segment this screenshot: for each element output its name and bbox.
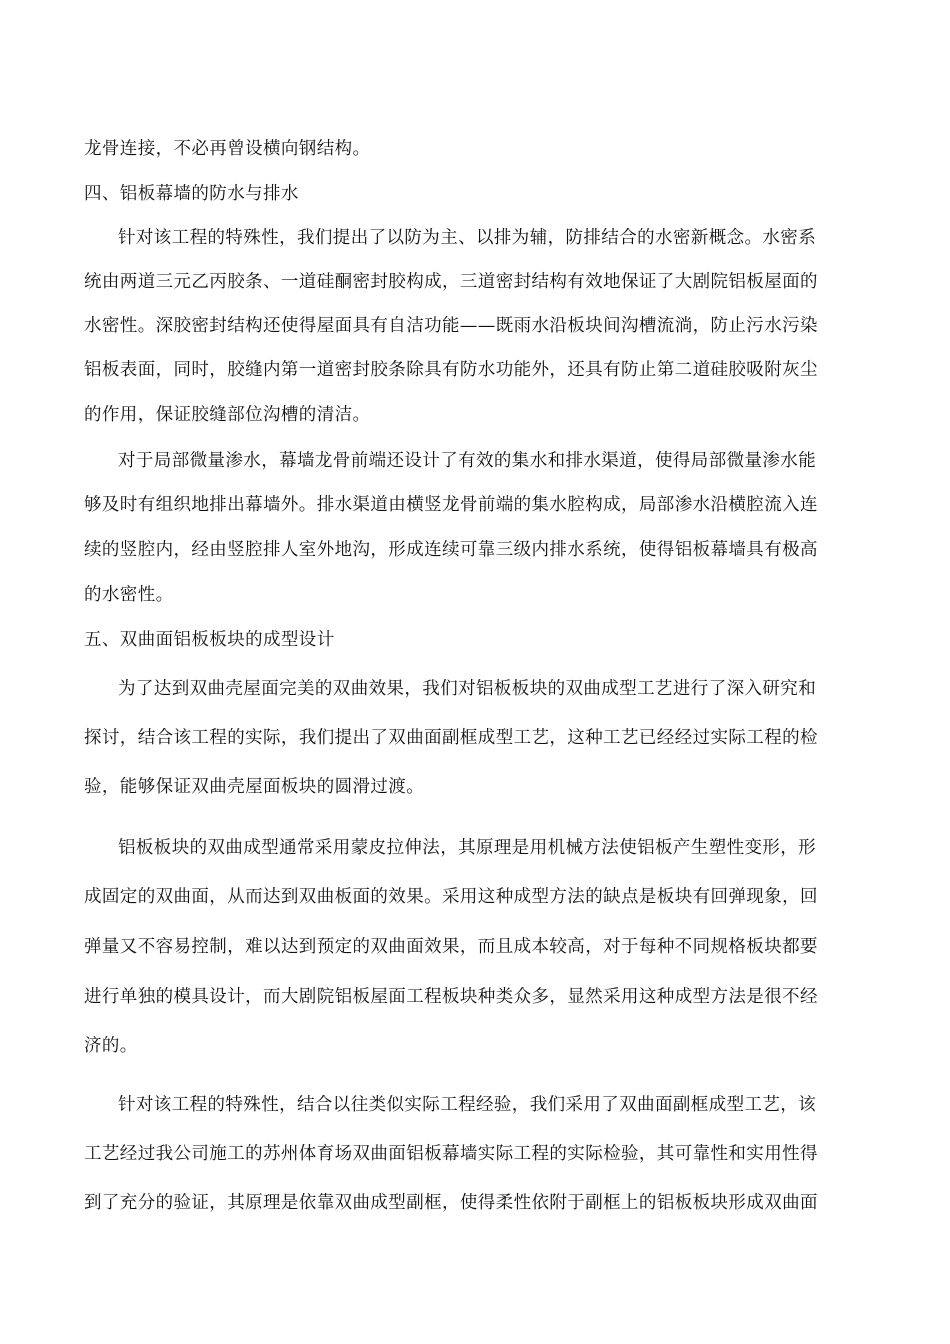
text-line: 龙骨连接，不必再曾设横向钢结构。 [84,139,371,159]
text-line: 的作用，保证胶缝部位沟槽的清洁。 [84,405,371,425]
text-line: 进行单独的模具设计，而大剧院铝板屋面工程板块种类众多，显然采用这种成型方法是很不经 [84,987,818,1007]
text-line: 铝板表面，同时，胶缝内第一道密封胶条除具有防水功能外，还具有防止第二道硅胶吸附灰尘 [84,360,818,380]
text-line: 探讨，结合该工程的实际，我们提出了双曲面副框成型工艺，这种工艺已经经过实际工程的检 [84,728,818,748]
text-line: 济的。 [84,1036,138,1056]
text-line: 的水密性。 [84,585,174,605]
text-line: 针对该工程的特殊性，我们提出了以防为主、以排为辅，防排结合的水密新概念。水密系 [118,228,817,248]
text-line: 成固定的双曲面，从而达到双曲板面的效果。采用这种成型方法的缺点是板块有回弹现象，回 [84,887,818,907]
text-line: 够及时有组织地排出幕墙外。排水渠道由横竖龙骨前端的集水腔构成，局部渗水沿横腔流入连 [84,495,818,515]
text-line: 水密性。深胶密封结构还使得屋面具有自洁功能——既雨水沿板块间沟槽流淌，防止污水污染 [84,316,818,336]
text-line: 到了充分的验证，其原理是依靠双曲成型副框，使得柔性依附于副框上的铝板板块形成双曲面 [84,1193,818,1213]
text-line: 统由两道三元乙丙胶条、一道硅酮密封胶构成，三道密封结构有效地保证了大剧院铝板屋面的 [84,272,818,292]
text-line: 续的竖腔内，经由竖腔排人室外地沟，形成连续可靠三级内排水系统，使得铝板幕墙具有极高 [84,540,818,560]
text-line: 铝板板块的双曲成型通常采用蒙皮拉伸法，其原理是用机械方法使铝板产生塑性变形，形 [118,838,817,858]
section-heading: 四、铝板幕墙的防水与排水 [84,184,299,204]
text-line: 针对该工程的特殊性，结合以往类似实际工程经验，我们采用了双曲面副框成型工艺，该 [118,1095,817,1115]
text-line: 弹量又不容易控制，难以达到预定的双曲面效果，而且成本较高，对于每种不同规格板块都要 [84,937,818,957]
text-line: 工艺经过我公司施工的苏州体育场双曲面铝板幕墙实际工程的实际检验，其可靠性和实用性得 [84,1144,818,1164]
text-line: 对于局部微量渗水，幕墙龙骨前端还设计了有效的集水和排水渠道，使得局部微量渗水能 [118,451,817,471]
text-line: 为了达到双曲壳屋面完美的双曲效果，我们对铝板板块的双曲成型工艺进行了深入研究和 [118,679,817,699]
text-line: 验，能够保证双曲壳屋面板块的圆滑过渡。 [84,777,425,797]
section-heading: 五、双曲面铝板板块的成型设计 [84,630,335,650]
